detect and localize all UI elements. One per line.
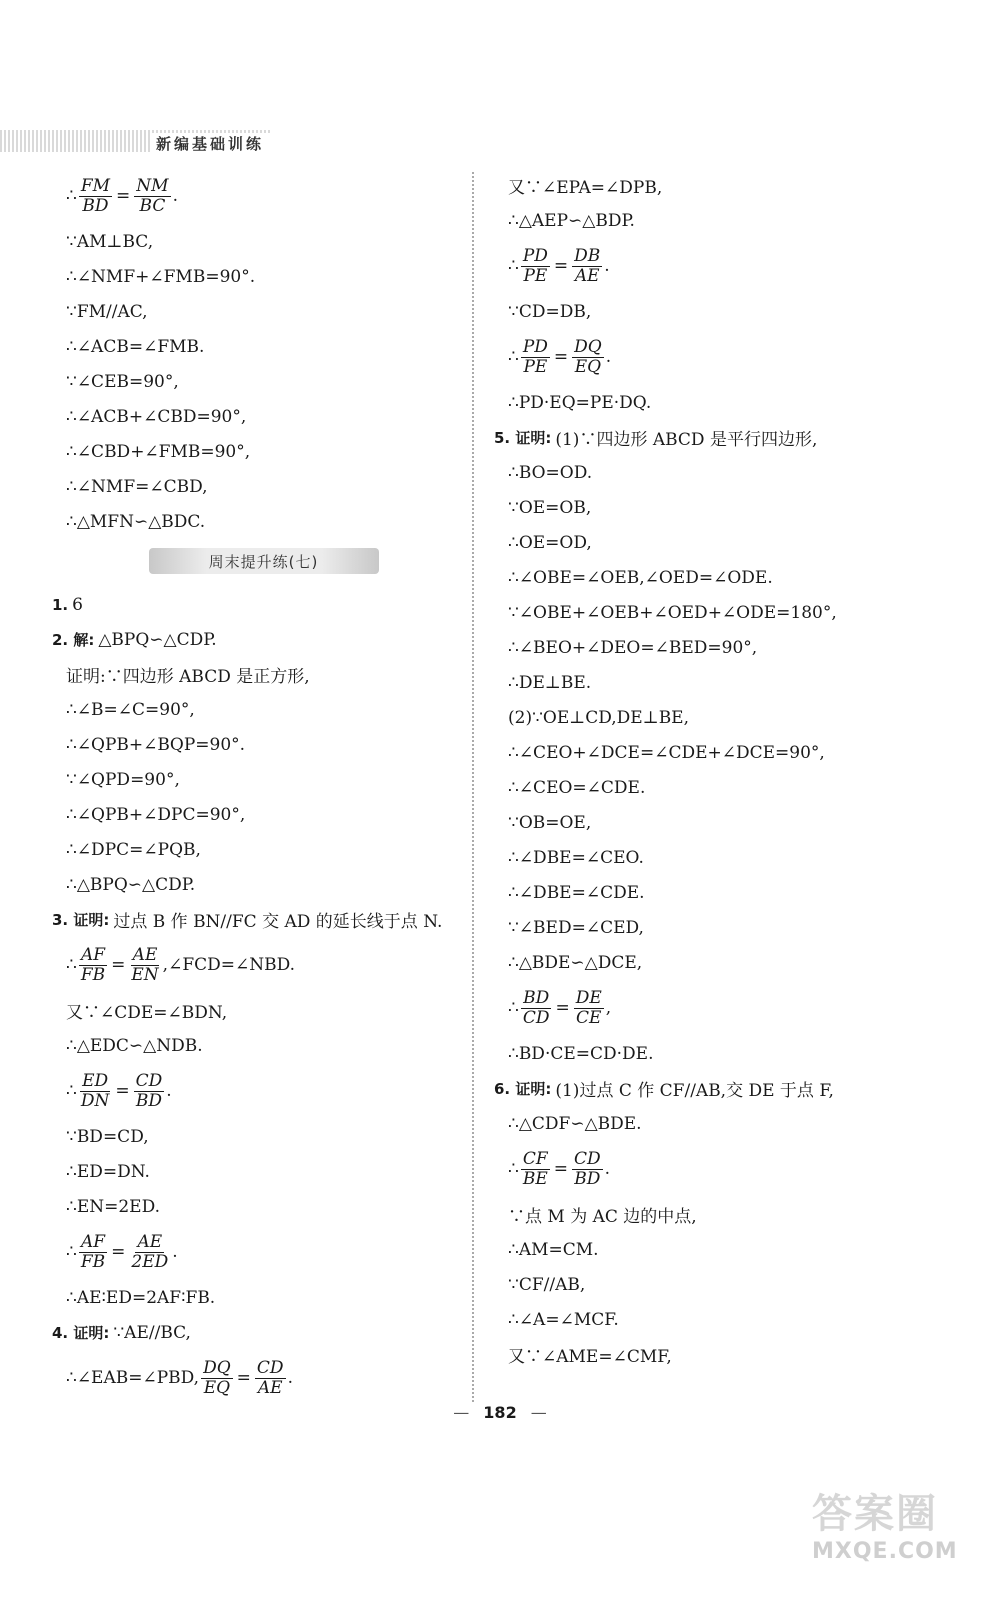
solution-line: ∴∠OBE=∠OEB,∠OED=∠ODE. [508, 567, 773, 588]
fraction-numerator: CD [135, 1070, 163, 1091]
solution-line: ∴∠NMF=∠CBD, [66, 476, 208, 497]
solution-line: ∴AE∶ED=2AF∶FB. [66, 1287, 216, 1308]
fraction-numerator: AE [132, 944, 158, 965]
fraction-left [201, 1359, 233, 1397]
right-column [494, 168, 978, 1372]
equals-sign: = [553, 347, 569, 367]
fraction-denominator: PE [523, 265, 548, 286]
fraction-right [572, 1150, 603, 1188]
solution-line: ∵CD=DB, [508, 301, 592, 322]
fraction-denominator: CD [522, 1007, 550, 1028]
solution-line: ∵BD=CD, [66, 1126, 149, 1147]
solution-line: ∴ED=DN. [66, 1161, 150, 1182]
fraction-denominator: CE [576, 1007, 602, 1028]
fraction-denominator: AE [257, 1377, 283, 1398]
equals-sign: = [111, 1242, 126, 1262]
fraction-suffix: ,∠FCD=∠NBD. [162, 955, 296, 975]
solution-line: ∴∠ACB=∠FMB. [66, 336, 205, 357]
fraction-suffix: . [604, 256, 610, 276]
fraction-numerator: ED [82, 1070, 109, 1091]
fraction-prefix: ∴ [66, 1242, 77, 1262]
equals-sign: = [553, 1159, 568, 1179]
solution-line: ∴∠CEO+∠DCE=∠CDE+∠DCE=90°, [508, 742, 825, 763]
solution-line: ∴∠NMF+∠FMB=90°. [66, 266, 256, 287]
fraction-line [508, 1141, 978, 1197]
equals-sign: = [116, 186, 131, 206]
fraction-numerator: AF [80, 944, 106, 965]
fraction-numerator: DB [574, 245, 601, 266]
page-number [0, 1403, 1000, 1422]
fraction-denominator: BD [82, 195, 109, 216]
page-number-value: 182 [483, 1403, 517, 1422]
equals-sign: = [236, 1368, 251, 1388]
section-banner [66, 541, 461, 581]
fraction-suffix: . [172, 186, 178, 206]
fraction-line [508, 238, 978, 294]
fraction-suffix: . [172, 1242, 178, 1262]
fraction-left [521, 247, 550, 285]
fraction-prefix: ∴ [66, 1081, 77, 1101]
question-number: 3. 证明: [52, 911, 110, 929]
question-number: 1. [52, 595, 69, 614]
equals-sign: = [115, 1081, 130, 1101]
fraction-suffix: . [166, 1081, 172, 1101]
solution-line: ∴EN=2ED. [66, 1196, 160, 1217]
solution-line: ∵∠QPD=90°, [66, 769, 180, 790]
solution-line: ∴AM=CM. [508, 1239, 599, 1260]
fraction-left [521, 1150, 550, 1188]
solution-line: ∵OB=OE, [508, 812, 592, 833]
fraction-suffix: . [605, 347, 612, 367]
solution-line: ∴PD·EQ=PE·DQ. [508, 392, 652, 413]
fraction-line [66, 1350, 461, 1406]
left-column [52, 168, 461, 1406]
fraction-denominator: BC [139, 195, 166, 216]
question-line [494, 420, 978, 455]
fraction-prefix: ∴ [66, 186, 77, 206]
question-line [494, 1071, 978, 1106]
fraction-line [508, 980, 978, 1036]
solution-line: ∴△BPQ∽△CDP. [66, 874, 196, 895]
section-banner-title: 周末提升练(七) [149, 548, 379, 574]
question-number: 5. 证明: [494, 429, 552, 447]
question-text: ∵AE//BC, [113, 1322, 191, 1343]
fraction-line [508, 329, 978, 385]
fraction-denominator: EQ [574, 356, 602, 377]
fraction-right [572, 338, 604, 376]
solution-line: ∴∠A=∠MCF. [508, 1309, 619, 1330]
fraction-right [572, 247, 602, 285]
question-line [52, 902, 461, 937]
fraction-right [134, 177, 170, 215]
solution-line: ∴△MFN∽△BDC. [66, 511, 206, 532]
fraction-left [79, 1233, 107, 1271]
fraction-prefix: ∴∠EAB=∠PBD, [66, 1368, 200, 1388]
solution-line: ∵∠CEB=90°, [66, 371, 179, 392]
solution-line: ∴∠B=∠C=90°, [66, 699, 195, 720]
solution-line: ∵∠OBE+∠OEB+∠OED+∠ODE=180°, [508, 602, 837, 623]
fraction-numerator: BD [523, 987, 550, 1008]
equals-sign: = [555, 998, 570, 1018]
watermark-logo: 答案圈 [812, 1491, 938, 1537]
fraction-left [79, 946, 107, 984]
solution-line: ∴∠ACB+∠CBD=90°, [66, 406, 247, 427]
fraction-denominator: AE [574, 265, 600, 286]
fraction-denominator: DN [80, 1090, 110, 1111]
solution-line: ∵点 M 为 AC 边的中点, [508, 1207, 697, 1227]
question-number: 2. 解: [52, 631, 95, 649]
solution-line: (2)∵OE⊥CD,DE⊥BE, [508, 707, 689, 728]
solution-line: ∵∠BED=∠CED, [508, 917, 644, 938]
fraction-denominator: BD [135, 1090, 162, 1111]
solution-line: 又∵∠EPA=∠DPB, [508, 178, 663, 198]
fraction-suffix: . [287, 1368, 293, 1388]
solution-line: ∵CF//AB, [508, 1274, 586, 1295]
solution-line: ∴∠DBE=∠CDE. [508, 882, 645, 903]
solution-line: ∴∠DBE=∠CEO. [508, 847, 644, 868]
fraction-prefix: ∴ [508, 1159, 519, 1179]
fraction-right [129, 946, 160, 984]
solution-line: ∴BD·CE=CD·DE. [508, 1043, 654, 1064]
solution-line: ∴∠QPB+∠DPC=90°, [66, 804, 246, 825]
fraction-line [66, 937, 461, 993]
page-dash-left: — [453, 1403, 470, 1422]
solution-line: 证明:∵四边形 ABCD 是正方形, [66, 667, 310, 687]
solution-line: ∴∠CBD+∠FMB=90°, [66, 441, 251, 462]
fraction-left [521, 338, 550, 376]
fraction-prefix: ∴ [66, 955, 77, 975]
fraction-right [129, 1233, 170, 1271]
equals-sign: = [111, 955, 126, 975]
fraction-left [521, 989, 552, 1027]
solution-line: ∴∠BEO+∠DEO=∠BED=90°, [508, 637, 758, 658]
fraction-denominator: FB [80, 964, 106, 985]
solution-line: 又∵∠AME=∠CMF, [508, 1347, 672, 1367]
solution-line: ∴∠QPB+∠BQP=90°. [66, 734, 246, 755]
fraction-numerator: DQ [203, 1357, 231, 1378]
fraction-numerator: AF [80, 1231, 106, 1252]
header-title: 新编基础训练 [150, 133, 270, 154]
fraction-numerator: PD [522, 245, 548, 266]
solution-line: ∴△CDF∽△BDE. [508, 1113, 642, 1134]
fraction-prefix: ∴ [508, 998, 519, 1018]
fraction-left [79, 177, 112, 215]
solution-line: ∵AM⊥BC, [66, 231, 154, 252]
fraction-numerator: DE [575, 987, 602, 1008]
fraction-denominator: BE [522, 1168, 548, 1189]
fraction-numerator: AE [137, 1231, 163, 1252]
fraction-suffix: . [604, 1159, 611, 1179]
watermark-site: MXQE.COM [812, 1539, 958, 1564]
question-text: 过点 B 作 BN//FC 交 AD 的延长线于点 N. [113, 912, 443, 932]
question-line [52, 1315, 461, 1350]
fraction-numerator: FM [80, 175, 111, 196]
fraction-denominator: PE [523, 356, 548, 377]
fraction-prefix: ∴ [508, 256, 519, 276]
question-line [52, 587, 461, 622]
solution-line: ∴∠DPC=∠PQB, [66, 839, 201, 860]
solution-line: ∴∠CEO=∠CDE. [508, 777, 646, 798]
solution-line: ∴△BDE∽△DCE, [508, 952, 643, 973]
fraction-numerator: CD [573, 1148, 601, 1169]
fraction-denominator: BD [574, 1168, 601, 1189]
fraction-numerator: CD [256, 1357, 284, 1378]
fraction-right [574, 989, 604, 1027]
question-number: 6. 证明: [494, 1080, 552, 1098]
solution-line: ∴OE=OD, [508, 532, 592, 553]
fraction-line [66, 1063, 461, 1119]
fraction-line [66, 1224, 461, 1280]
question-text: (1)∵四边形 ABCD 是平行四边形, [555, 430, 818, 450]
solution-line: ∵FM//AC, [66, 301, 148, 322]
solution-line: ∴BO=OD. [508, 462, 593, 483]
solution-line: ∴DE⊥BE. [508, 672, 592, 693]
fraction-prefix: ∴ [508, 347, 519, 367]
fraction-right [255, 1359, 286, 1397]
fraction-numerator: CF [522, 1148, 548, 1169]
fraction-left [79, 1072, 112, 1110]
question-text: (1)过点 C 作 CF//AB,交 DE 于点 F, [555, 1081, 834, 1101]
fraction-line [66, 168, 461, 224]
fraction-suffix: , [605, 998, 612, 1018]
fraction-numerator: NM [136, 175, 169, 196]
question-number: 4. 证明: [52, 1324, 110, 1342]
question-text: △BPQ∽△CDP. [98, 629, 217, 650]
column-divider [472, 172, 474, 1402]
fraction-denominator: EQ [203, 1377, 231, 1398]
fraction-right [134, 1072, 165, 1110]
solution-line: ∴△EDC∽△NDB. [66, 1035, 203, 1056]
equals-sign: = [553, 256, 569, 276]
fraction-denominator: 2ED [131, 1251, 169, 1272]
fraction-denominator: FB [80, 1251, 106, 1272]
solution-line: 又∵∠CDE=∠BDN, [66, 1003, 228, 1023]
fraction-numerator: DQ [574, 336, 602, 357]
watermark [812, 1482, 982, 1592]
page-dash-right: — [530, 1403, 547, 1422]
fraction-numerator: PD [522, 336, 548, 357]
fraction-denominator: EN [131, 964, 159, 985]
question-line [52, 622, 461, 657]
solution-line: ∵OE=OB, [508, 497, 592, 518]
solution-line: ∴△AEP∽△BDP. [508, 210, 635, 231]
question-text: 6 [72, 594, 83, 615]
